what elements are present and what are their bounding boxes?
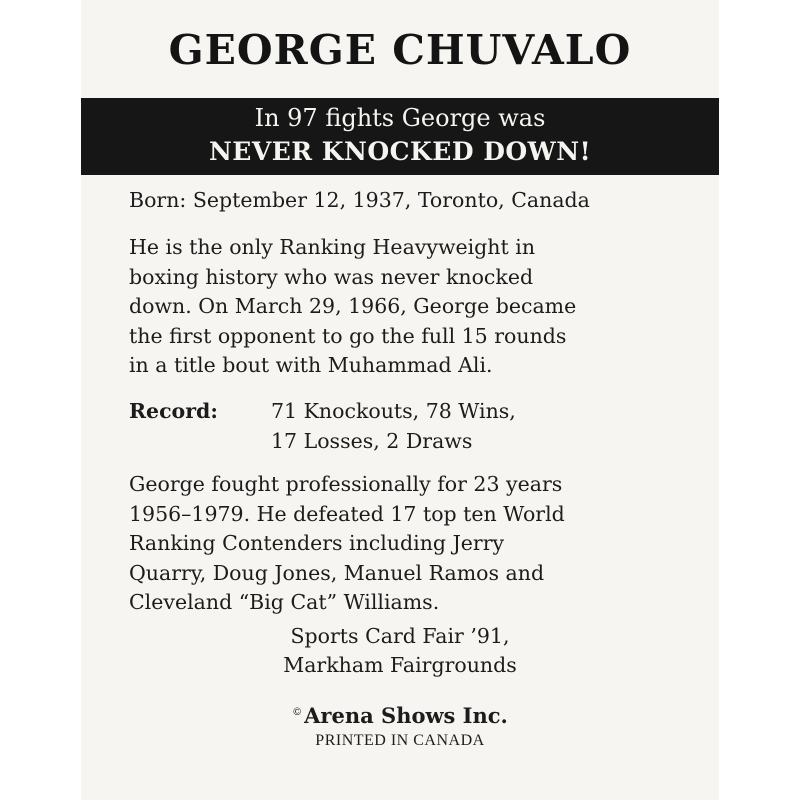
- company-name: [81, 703, 719, 728]
- paragraph-2-line: Quarry, Doug Jones, Manuel Ramos and: [129, 560, 545, 585]
- card-title: GEORGE CHUVALO: [168, 26, 632, 74]
- born-line: Born: September 12, 1937, Toronto, Canada: [129, 188, 590, 212]
- record-line: 17 Losses, 2 Draws: [271, 428, 473, 453]
- record-line: 71 Knockouts, 78 Wins,: [271, 399, 516, 423]
- paragraph-1-line: in a title bout with Muhammad Ali.: [129, 353, 493, 377]
- paragraph-2-line: 1956–1979. He defeated 17 top ten World: [129, 501, 565, 526]
- event-line: Markham Fairgrounds: [283, 653, 517, 677]
- paragraph-2-line: Cleveland “Big Cat” Williams.: [129, 590, 440, 614]
- company-label: Arena Shows Inc.: [304, 703, 508, 728]
- banner: [81, 98, 719, 175]
- copyright-symbol: ©: [292, 707, 303, 718]
- paragraph-2-line: Ranking Contenders including Jerry: [129, 531, 505, 555]
- event-line: Sports Card Fair ’91,: [290, 624, 510, 648]
- paragraph-1-line: boxing history who was never knocked: [129, 264, 534, 289]
- paragraph-1-line: down. On March 29, 1966, George became: [129, 294, 577, 318]
- paragraph-2-line: George fought professionally for 23 years: [129, 472, 563, 496]
- paragraph-1-line: the first opponent to go the full 15 rounds: [129, 323, 567, 348]
- paragraph-2: [129, 470, 689, 618]
- card: [81, 0, 719, 800]
- banner-line-2: NEVER KNOCKED DOWN!: [208, 137, 592, 166]
- record-values: [271, 397, 516, 456]
- record-label: Record:: [129, 399, 218, 423]
- event-info: [81, 622, 719, 680]
- paragraph-1: [129, 233, 689, 381]
- banner-line-1: In 97 fights George was: [254, 104, 546, 132]
- paragraph-1-line: He is the only Ranking Heavyweight in: [129, 235, 536, 259]
- printed-in: PRINTED IN CANADA: [315, 732, 485, 749]
